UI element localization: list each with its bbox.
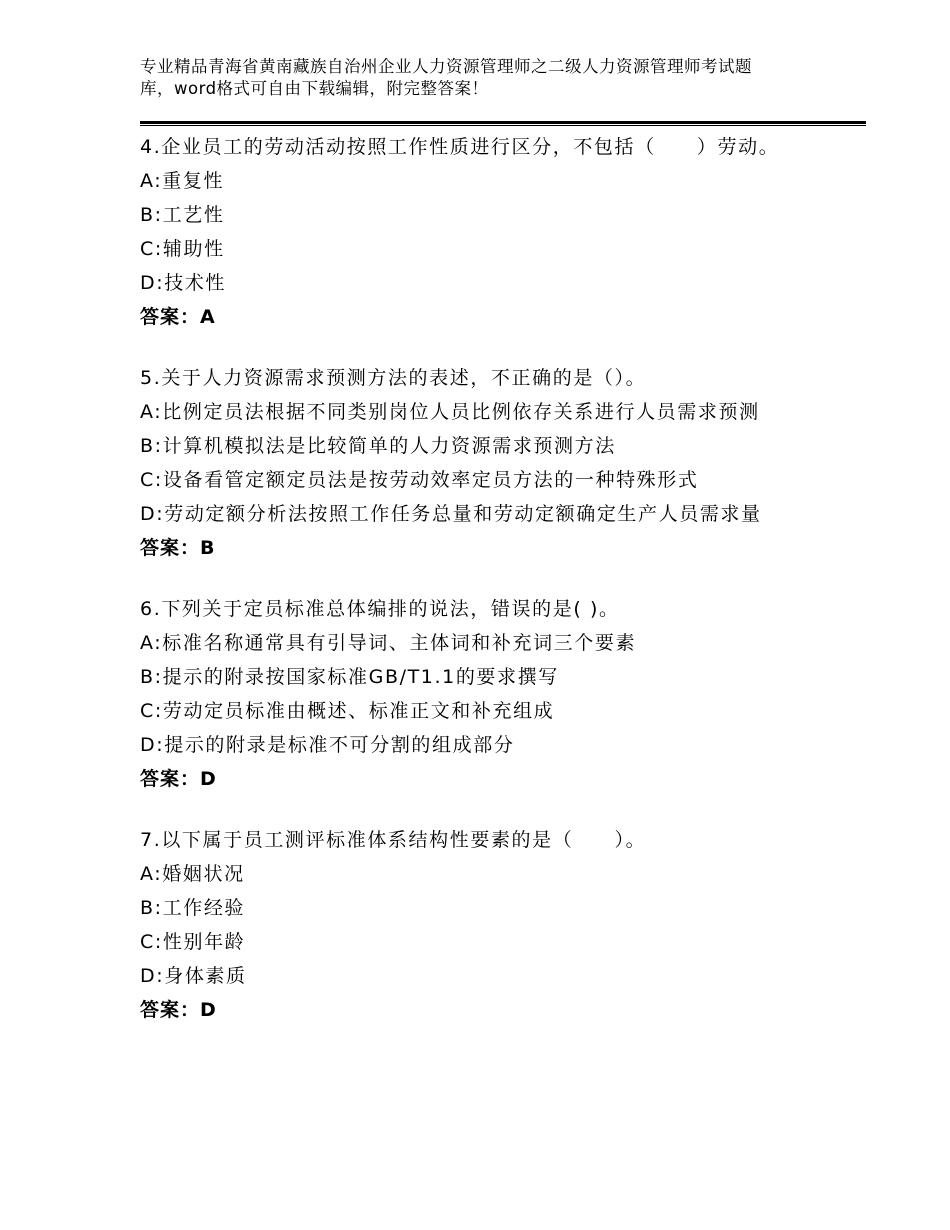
option-b: B:计算机模拟法是比较简单的人力资源需求预测方法 <box>140 435 616 457</box>
question-list <box>140 130 840 1054</box>
question-4 <box>140 130 840 334</box>
header-line-2: 库，word格式可自由下载编辑，附完整答案！ <box>140 79 489 98</box>
question-7 <box>140 823 840 1027</box>
question-stem: 7.以下属于员工测评标准体系结构性要素的是（ ）。 <box>140 829 647 851</box>
question-stem: 5.关于人力资源需求预测方法的表述，不正确的是（）。 <box>140 367 647 389</box>
answer-label: 答案：D <box>140 768 217 790</box>
option-c: C:辅助性 <box>140 238 225 260</box>
option-a: A:比例定员法根据不同类别岗位人员比例依存关系进行人员需求预测 <box>140 401 760 423</box>
option-a: A:标准名称通常具有引导词、主体词和补充词三个要素 <box>140 632 637 654</box>
header-divider <box>140 121 866 126</box>
question-stem: 4.企业员工的劳动活动按照工作性质进行区分，不包括（ ）劳动。 <box>140 136 780 158</box>
option-d: D:身体素质 <box>140 965 247 987</box>
option-c: C:性别年龄 <box>140 931 246 953</box>
option-b: B:工作经验 <box>140 897 246 919</box>
option-c: C:劳动定员标准由概述、标准正文和补充组成 <box>140 700 555 722</box>
option-a: A:重复性 <box>140 170 225 192</box>
option-d: D:劳动定额分析法按照工作任务总量和劳动定额确定生产人员需求量 <box>140 503 762 525</box>
option-b: B:工艺性 <box>140 204 225 226</box>
document-header <box>140 56 840 100</box>
question-stem: 6.下列关于定员标准总体编排的说法，错误的是( )。 <box>140 598 620 620</box>
answer-label: 答案：A <box>140 306 216 328</box>
option-b: B:提示的附录按国家标准GB/T1.1的要求撰写 <box>140 666 559 688</box>
question-6 <box>140 592 840 796</box>
option-d: D:技术性 <box>140 272 227 294</box>
option-c: C:设备看管定额定员法是按劳动效率定员方法的一种特殊形式 <box>140 469 699 491</box>
option-a: A:婚姻状况 <box>140 863 245 885</box>
header-line-1: 专业精品青海省黄南藏族自治州企业人力资源管理师之二级人力资源管理师考试题 <box>140 57 752 76</box>
option-d: D:提示的附录是标准不可分割的组成部分 <box>140 734 515 756</box>
question-5 <box>140 361 840 565</box>
answer-label: 答案：B <box>140 537 216 559</box>
answer-label: 答案：D <box>140 999 217 1021</box>
